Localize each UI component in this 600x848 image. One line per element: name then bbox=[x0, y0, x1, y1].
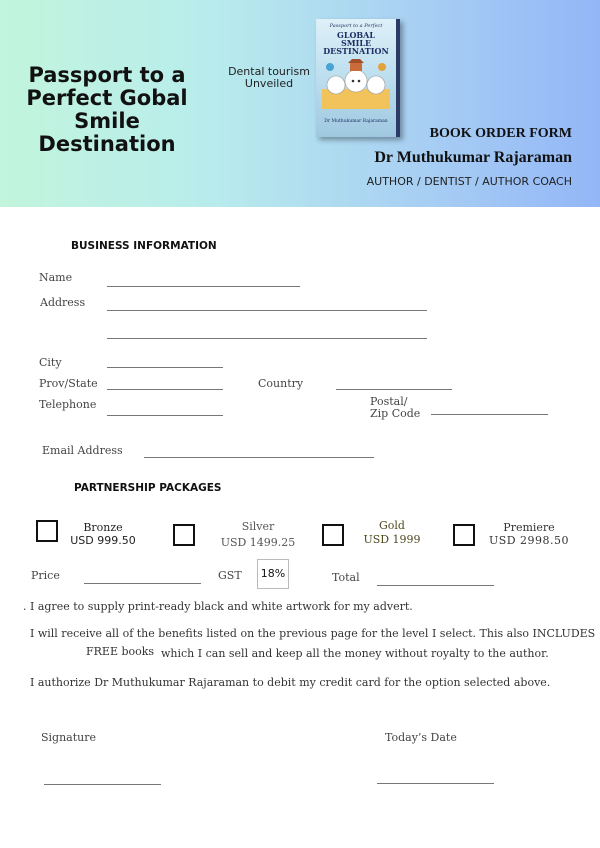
author-name: Dr Muthukumar Rajaraman bbox=[374, 149, 572, 166]
benefits-statement-line-2: which I can sell and keep all the money without royalty to the author. bbox=[161, 647, 549, 660]
date-field[interactable] bbox=[377, 783, 494, 784]
bronze-checkbox[interactable] bbox=[36, 520, 58, 542]
gold-checkbox[interactable] bbox=[322, 524, 344, 546]
bronze-package bbox=[66, 521, 140, 547]
premiere-package bbox=[486, 521, 572, 547]
book-cover-main-title bbox=[316, 31, 396, 55]
price-field[interactable] bbox=[84, 583, 201, 584]
prov-state-label: Prov/State bbox=[39, 377, 98, 390]
tagline: Dental tourism Unveiled bbox=[228, 65, 310, 90]
book-cover-title-line-2: SMILE bbox=[340, 38, 372, 48]
gst-value: 18% bbox=[257, 559, 289, 589]
total-label: Total bbox=[332, 571, 360, 584]
authorize-statement: I authorize Dr Muthukumar Rajaraman to debit my credit card for the option selected above. bbox=[30, 676, 551, 689]
name-field[interactable] bbox=[107, 286, 300, 287]
name-label: Name bbox=[39, 271, 73, 284]
signature-field[interactable] bbox=[44, 784, 161, 785]
email-label: Email Address bbox=[42, 444, 123, 457]
signature-label: Signature bbox=[41, 731, 97, 744]
gst-label: GST bbox=[218, 569, 242, 582]
bronze-name: Bronze bbox=[83, 521, 123, 534]
address-field-line-2[interactable] bbox=[107, 338, 427, 339]
book-cover-title-line-3: DESTINATION bbox=[323, 46, 389, 56]
packages-heading: PARTNERSHIP PACKAGES bbox=[74, 482, 222, 494]
form-title: BOOK ORDER FORM bbox=[429, 126, 572, 141]
price-label: Price bbox=[31, 569, 60, 582]
business-info-heading: BUSINESS INFORMATION bbox=[71, 240, 217, 252]
prov-state-field[interactable] bbox=[107, 389, 223, 390]
bronze-price: USD 999.50 bbox=[70, 534, 136, 547]
telephone-field[interactable] bbox=[107, 415, 223, 416]
agree-statement: . I agree to supply print-ready black and white artwork for my advert. bbox=[23, 600, 413, 613]
total-field[interactable] bbox=[377, 585, 494, 586]
silver-checkbox[interactable] bbox=[173, 524, 195, 546]
postal-code-field[interactable] bbox=[431, 414, 548, 415]
book-cover-art-icon bbox=[322, 59, 390, 109]
silver-package bbox=[218, 520, 298, 549]
premiere-checkbox[interactable] bbox=[453, 524, 475, 546]
address-label: Address bbox=[40, 296, 86, 309]
country-label: Country bbox=[258, 377, 304, 390]
book-cover-small-title: Passport to a Perfect bbox=[329, 23, 383, 29]
email-field[interactable] bbox=[144, 457, 374, 458]
date-label: Today’s Date bbox=[385, 731, 457, 744]
address-field-line-1[interactable] bbox=[107, 310, 427, 311]
gold-name: Gold bbox=[379, 519, 405, 532]
book-cover-author: Dr Muthukumar Rajaraman bbox=[324, 119, 388, 124]
page-title: Passport to a Perfect Gobal Smile Destination bbox=[26, 63, 188, 156]
premiere-price: USD 2998.50 bbox=[488, 534, 570, 547]
city-field[interactable] bbox=[107, 367, 223, 368]
gold-price: USD 1999 bbox=[363, 533, 421, 546]
gold-package bbox=[357, 519, 427, 546]
silver-price: USD 1499.25 bbox=[220, 536, 296, 549]
postal-label-line-2: Zip Code bbox=[370, 407, 421, 420]
silver-name: Silver bbox=[241, 520, 275, 533]
book-cover-image bbox=[316, 19, 400, 137]
free-books-text: FREE books bbox=[86, 645, 155, 658]
postal-label bbox=[370, 396, 420, 420]
premiere-name: Premiere bbox=[503, 521, 555, 534]
author-roles: AUTHOR / DENTIST / AUTHOR COACH bbox=[366, 175, 572, 188]
benefits-statement-line-1: I will receive all of the benefits listed on the previous page for the level I select. This also INCLUDES bbox=[30, 627, 596, 640]
country-field[interactable] bbox=[336, 389, 452, 390]
postal-label-line-1: Postal/ bbox=[370, 395, 408, 408]
telephone-label: Telephone bbox=[39, 398, 97, 411]
city-label: City bbox=[39, 356, 62, 369]
book-cover-title-line-1: GLOBAL bbox=[336, 30, 376, 40]
